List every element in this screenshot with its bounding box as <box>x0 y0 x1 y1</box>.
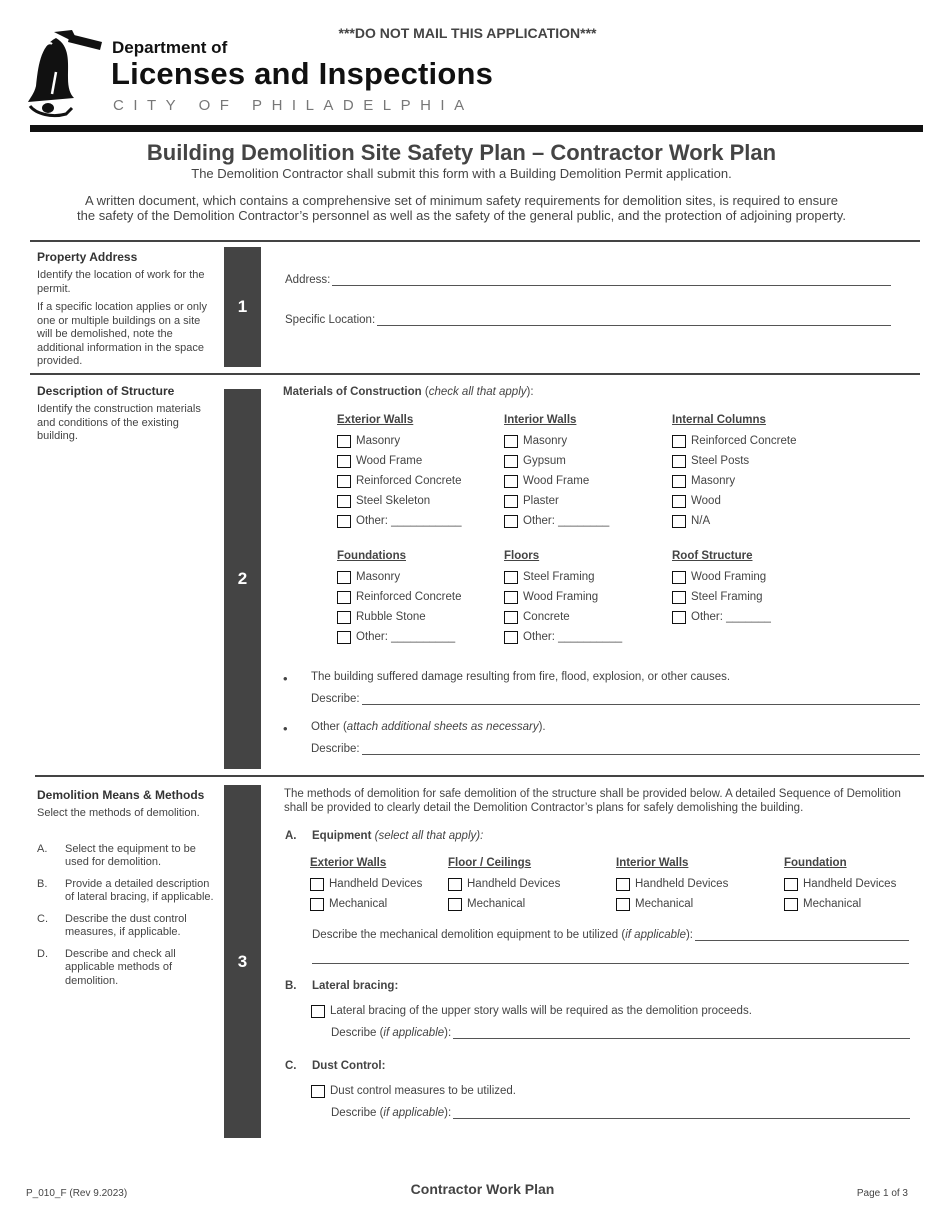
equip-interior-walls-checkbox[interactable] <box>616 898 630 911</box>
floors-heading: Floors <box>504 550 540 562</box>
materials-label: Materials of Construction <box>283 386 422 398</box>
equip-exterior-walls-option-label: Handheld Devices <box>329 878 423 890</box>
exterior-walls-option[interactable] <box>337 431 462 451</box>
equip-exterior-walls-option-label: Mechanical <box>329 898 388 910</box>
other-text <box>311 721 546 733</box>
equip-interior-walls-group <box>616 857 728 914</box>
liberty-bell-icon <box>26 28 106 120</box>
interior-walls-checkbox[interactable] <box>504 515 518 528</box>
specific-location-line[interactable] <box>377 314 891 326</box>
interior-walls-option-label: Masonry <box>523 435 568 447</box>
specific-location-label: Specific Location: <box>285 314 376 326</box>
floors-checkbox[interactable] <box>504 571 518 584</box>
exterior-walls-option[interactable] <box>337 471 462 491</box>
exterior-walls-option[interactable] <box>337 511 462 531</box>
roof-structure-option-label: Wood Framing <box>691 571 767 583</box>
exterior-walls-option-label: Reinforced Concrete <box>356 475 462 487</box>
equip-floor-ceilings-checkbox[interactable] <box>448 898 462 911</box>
equip-foundation-option-label: Mechanical <box>803 898 862 910</box>
equip-exterior-walls-heading: Exterior Walls <box>310 857 387 869</box>
dept-line-1: Department of <box>112 38 228 57</box>
equip-foundation-option-label: Handheld Devices <box>803 878 897 890</box>
exterior-walls-option[interactable] <box>337 491 462 511</box>
roof-structure-checkbox[interactable] <box>672 571 686 584</box>
internal-columns-option[interactable] <box>672 431 796 451</box>
dust-describe-open: Describe ( <box>331 1107 384 1119</box>
equip-floor-ceilings-option[interactable] <box>448 874 560 894</box>
page-subtitle: The Demolition Contractor shall submit this form with a Building Demolition Permit application. <box>191 166 732 181</box>
interior-walls-checkbox[interactable] <box>504 475 518 488</box>
bracing-label: Lateral bracing: <box>312 980 399 992</box>
section1-desc-2: If a specific location applies or only one or multiple buildings on a site will be demolished, note the additional information in the space provided. <box>37 301 207 367</box>
list-letter: A. <box>37 842 48 855</box>
other-bullet: • <box>283 721 288 736</box>
dept-line-3: CITY OF PHILADELPHIA <box>113 97 474 114</box>
bracing-describe-italic: if applicable <box>383 1027 445 1039</box>
internal-columns-option[interactable] <box>672 451 796 471</box>
bracing-checkbox-row[interactable] <box>311 1001 752 1021</box>
exterior-walls-option[interactable] <box>337 451 462 471</box>
intro-line-2: the safety of the Demolition Contractor’s personnel as well as the safety of the general public, and the protection of adjoining property. <box>77 208 846 223</box>
intro-line-1: A written document, which contains a comprehensive set of minimum safety requirements for demolition sites, is required to ensure <box>85 193 838 208</box>
internal-columns-checkbox[interactable] <box>672 455 686 468</box>
internal-columns-option[interactable] <box>672 491 796 511</box>
intro-text <box>40 193 883 223</box>
section1-sidebar <box>37 250 217 369</box>
section2-number: 2 <box>224 389 261 769</box>
interior-walls-checkbox[interactable] <box>504 455 518 468</box>
specific-location-field[interactable] <box>285 314 891 326</box>
list-letter: C. <box>37 912 48 925</box>
foundations-heading: Foundations <box>337 550 406 562</box>
dust-describe-label <box>331 1107 451 1119</box>
list-letter: D. <box>37 947 48 960</box>
foundations-checkbox[interactable] <box>337 611 351 624</box>
internal-columns-option[interactable] <box>672 471 796 491</box>
floors-option[interactable] <box>504 567 622 587</box>
equip-foundation-checkbox[interactable] <box>784 878 798 891</box>
floors-checkbox[interactable] <box>504 631 518 644</box>
roof-structure-option-label: Other: _______ <box>691 611 771 623</box>
equip-floor-ceilings-heading: Floor / Ceilings <box>448 857 532 869</box>
dept-line-2: Licenses and Inspections <box>111 56 494 91</box>
mech-describe-end: ): <box>685 929 693 941</box>
interior-walls-option-label: Gypsum <box>523 455 566 467</box>
equip-interior-walls-heading: Interior Walls <box>616 857 689 869</box>
floors-option-label: Steel Framing <box>523 571 595 583</box>
floors-checkbox[interactable] <box>504 591 518 604</box>
exterior-walls-group <box>337 414 462 531</box>
dust-check-label: Dust control measures to be utilized. <box>330 1085 517 1097</box>
list-text: Select the equipment to be used for demolition. <box>65 842 196 868</box>
foundations-checkbox[interactable] <box>337 591 351 604</box>
interior-walls-option-label: Other: ________ <box>523 515 610 527</box>
roof-structure-group <box>672 550 771 627</box>
exterior-walls-option-label: Wood Frame <box>356 455 423 467</box>
equip-interior-walls-option-label: Handheld Devices <box>635 878 729 890</box>
equip-interior-walls-option-label: Mechanical <box>635 898 694 910</box>
other-text-start: Other ( <box>311 721 347 733</box>
section3-list <box>37 843 217 989</box>
foundations-option[interactable] <box>337 567 461 587</box>
equip-exterior-walls-checkbox[interactable] <box>310 878 324 891</box>
bracing-describe-field[interactable] <box>331 1027 910 1039</box>
list-text: Describe the dust control measures, if applicable. <box>65 912 187 938</box>
exterior-walls-heading: Exterior Walls <box>337 414 414 426</box>
equip-letter: A. <box>285 830 297 842</box>
exterior-walls-checkbox[interactable] <box>337 515 351 528</box>
roof-structure-checkbox[interactable] <box>672 591 686 604</box>
equip-floor-ceilings-group <box>448 857 560 914</box>
bracing-describe-close: ): <box>444 1027 452 1039</box>
equip-label: Equipment <box>312 830 372 842</box>
other-text-end: ). <box>538 721 546 733</box>
equip-interior-walls-option[interactable] <box>616 874 728 894</box>
section1-heading: Property Address <box>37 250 138 264</box>
section3-intro: The methods of demolition for safe demolition of the structure shall be provided below. A detailed Sequence of Demolition shall be provided to clearly detail the Demolition Contractor’s plans for safely demolishing the building. <box>284 788 901 814</box>
section3-sidebar <box>37 788 217 996</box>
section3-number: 3 <box>224 785 261 1138</box>
foundations-option-label: Reinforced Concrete <box>356 591 462 603</box>
equip-floor-ceilings-option[interactable] <box>448 894 560 914</box>
dust-checkbox[interactable] <box>311 1085 325 1098</box>
exterior-walls-option-label: Masonry <box>356 435 401 447</box>
form-id: P_010_F (Rev 9.2023) <box>26 1188 128 1199</box>
dust-describe-field[interactable] <box>331 1107 910 1119</box>
header-rule <box>30 125 923 132</box>
bracing-check-label: Lateral bracing of the upper story walls will be required as the demolition proceeds. <box>330 1005 752 1017</box>
internal-columns-option-label: Wood <box>691 495 721 507</box>
equip-exterior-walls-option[interactable] <box>310 874 422 894</box>
equip-floor-ceilings-option-label: Mechanical <box>467 898 526 910</box>
internal-columns-heading: Internal Columns <box>672 414 766 426</box>
section3-list-item <box>37 843 217 870</box>
section2-heading: Description of Structure <box>37 384 175 398</box>
bracing-checkbox[interactable] <box>311 1005 325 1018</box>
footer-title: Contractor Work Plan <box>410 1181 555 1197</box>
floors-group <box>504 550 622 647</box>
bracing-describe-open: Describe ( <box>331 1027 384 1039</box>
internal-columns-checkbox[interactable] <box>672 435 686 448</box>
exterior-walls-checkbox[interactable] <box>337 455 351 468</box>
bracing-letter: B. <box>285 980 297 992</box>
section3-list-item <box>37 913 217 940</box>
section3-list-item <box>37 878 217 905</box>
section3-top-rule <box>35 775 924 777</box>
equip-exterior-walls-group <box>310 857 422 914</box>
section2-desc: Identify the construction materials and conditions of the existing building. <box>37 403 201 442</box>
equip-foundation-heading: Foundation <box>784 857 847 869</box>
mech-describe-label <box>312 929 693 941</box>
floors-option[interactable] <box>504 607 622 627</box>
other-text-italic: attach additional sheets as necessary <box>346 721 539 733</box>
equip-interior-walls-option[interactable] <box>616 894 728 914</box>
roof-structure-checkbox[interactable] <box>672 611 686 624</box>
do-not-mail-notice: ***DO NOT MAIL THIS APPLICATION*** <box>338 25 597 41</box>
roof-structure-option[interactable] <box>672 607 771 627</box>
dust-label: Dust Control: <box>312 1060 386 1072</box>
foundations-option-label: Masonry <box>356 571 401 583</box>
list-text: Describe and check all applicable methods of demolition. <box>65 947 176 987</box>
address-line[interactable] <box>332 274 891 286</box>
bracing-describe-label <box>331 1027 451 1039</box>
page-number: Page 1 of 3 <box>856 1188 908 1199</box>
address-field[interactable] <box>285 274 891 286</box>
bracing-describe-line[interactable] <box>453 1027 910 1039</box>
foundations-checkbox[interactable] <box>337 571 351 584</box>
roof-structure-option[interactable] <box>672 567 771 587</box>
floors-option-label: Wood Framing <box>523 591 599 603</box>
other-describe-label: Describe: <box>311 743 360 755</box>
floors-option[interactable] <box>504 587 622 607</box>
dust-describe-close: ): <box>444 1107 452 1119</box>
roof-structure-option[interactable] <box>672 587 771 607</box>
equip-heading <box>312 830 483 842</box>
floors-checkbox[interactable] <box>504 611 518 624</box>
internal-columns-option-label: Masonry <box>691 475 736 487</box>
equip-foundation-option[interactable] <box>784 894 896 914</box>
interior-walls-option-label: Wood Frame <box>523 475 590 487</box>
interior-walls-heading: Interior Walls <box>504 414 577 426</box>
equip-exterior-walls-option[interactable] <box>310 894 422 914</box>
interior-walls-group <box>504 414 609 531</box>
equip-note: (select all that apply): <box>374 830 484 842</box>
section2-top-rule <box>30 373 920 375</box>
internal-columns-option-label: Reinforced Concrete <box>691 435 797 447</box>
list-letter: B. <box>37 877 48 890</box>
address-label: Address: <box>285 274 331 286</box>
internal-columns-option-label: Steel Posts <box>691 455 750 467</box>
foundations-option-label: Other: __________ <box>356 631 456 643</box>
interior-walls-checkbox[interactable] <box>504 435 518 448</box>
mech-describe-line-2[interactable] <box>312 963 909 964</box>
roof-structure-heading: Roof Structure <box>672 550 753 562</box>
list-text: Provide a detailed description of lateral bracing, if applicable. <box>65 877 214 903</box>
foundations-group <box>337 550 461 647</box>
interior-walls-option[interactable] <box>504 431 609 451</box>
floors-option-label: Other: __________ <box>523 631 623 643</box>
internal-columns-checkbox[interactable] <box>672 495 686 508</box>
section3-desc: Select the methods of demolition. <box>37 807 200 819</box>
roof-structure-option-label: Steel Framing <box>691 591 763 603</box>
foundations-checkbox[interactable] <box>337 631 351 644</box>
section1-number: 1 <box>224 247 261 367</box>
section3-list-item <box>37 948 217 989</box>
interior-walls-option-label: Plaster <box>523 495 559 507</box>
exterior-walls-checkbox[interactable] <box>337 495 351 508</box>
damage-text: The building suffered damage resulting from fire, flood, explosion, or other causes. <box>311 671 731 683</box>
dust-describe-italic: if applicable <box>383 1107 445 1119</box>
exterior-walls-option-label: Other: ___________ <box>356 515 462 527</box>
internal-columns-group <box>672 414 796 531</box>
interior-walls-option[interactable] <box>504 491 609 511</box>
section1-top-rule <box>30 240 920 242</box>
damage-bullet: • <box>283 671 288 686</box>
mech-describe-line[interactable] <box>695 929 909 941</box>
mech-describe-text: Describe the mechanical demolition equipment to be utilized ( <box>312 929 626 941</box>
mech-describe-field[interactable] <box>312 929 909 941</box>
exterior-walls-checkbox[interactable] <box>337 475 351 488</box>
internal-columns-checkbox[interactable] <box>672 515 686 528</box>
foundations-option-label: Rubble Stone <box>356 611 426 623</box>
dust-checkbox-row[interactable] <box>311 1081 516 1101</box>
damage-describe-label: Describe: <box>311 693 360 705</box>
equip-exterior-walls-checkbox[interactable] <box>310 898 324 911</box>
equip-foundation-checkbox[interactable] <box>784 898 798 911</box>
damage-describe-field[interactable] <box>311 693 920 705</box>
damage-describe-line[interactable] <box>362 693 920 705</box>
equip-foundation-group <box>784 857 896 914</box>
other-describe-field[interactable] <box>311 743 920 755</box>
materials-note: check all that apply <box>428 386 527 398</box>
interior-walls-option[interactable] <box>504 471 609 491</box>
materials-heading: Materials of Construction (check all that apply): <box>283 386 534 398</box>
internal-columns-option-label: N/A <box>691 515 711 527</box>
floors-option-label: Concrete <box>523 611 570 623</box>
exterior-walls-option-label: Steel Skeleton <box>356 495 431 507</box>
section1-desc-1: Identify the location of work for the permit. <box>37 269 205 295</box>
interior-walls-checkbox[interactable] <box>504 495 518 508</box>
section2-sidebar <box>37 384 217 444</box>
equip-interior-walls-checkbox[interactable] <box>616 878 630 891</box>
internal-columns-option[interactable] <box>672 511 796 531</box>
foundations-option[interactable] <box>337 587 461 607</box>
foundations-option[interactable] <box>337 627 461 647</box>
page-title: Building Demolition Site Safety Plan – Contractor Work Plan <box>146 140 777 165</box>
equip-foundation-option[interactable] <box>784 874 896 894</box>
dust-letter: C. <box>285 1060 297 1072</box>
equip-floor-ceilings-checkbox[interactable] <box>448 878 462 891</box>
other-describe-line[interactable] <box>362 743 920 755</box>
section3-heading: Demolition Means & Methods <box>37 788 205 802</box>
exterior-walls-checkbox[interactable] <box>337 435 351 448</box>
foundations-option[interactable] <box>337 607 461 627</box>
dust-describe-line[interactable] <box>453 1107 910 1119</box>
interior-walls-option[interactable] <box>504 451 609 471</box>
floors-option[interactable] <box>504 627 622 647</box>
mech-describe-italic: if applicable <box>625 929 686 941</box>
equip-floor-ceilings-option-label: Handheld Devices <box>467 878 561 890</box>
internal-columns-checkbox[interactable] <box>672 475 686 488</box>
interior-walls-option[interactable] <box>504 511 609 531</box>
